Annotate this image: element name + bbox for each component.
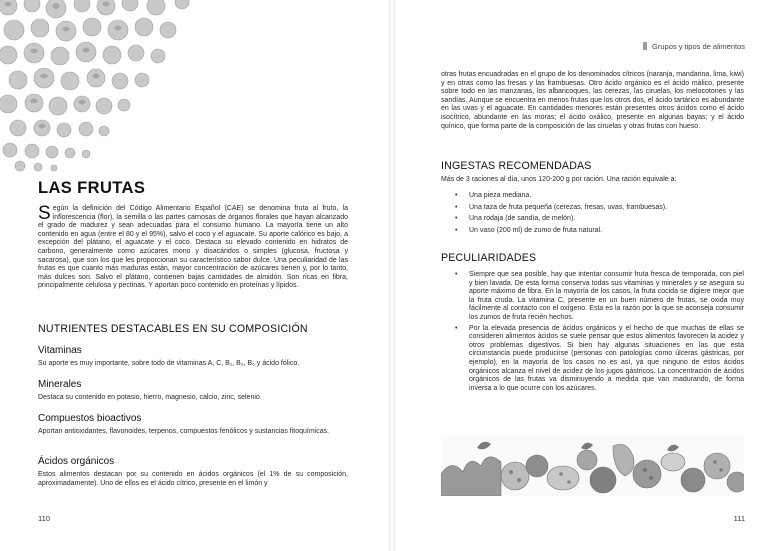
compuestos-text: Aportan antioxidantes, flavonoides, terpenos, compuestos fenólicos y sustancias fitoquímicas. [38, 428, 330, 435]
fruit-illustration-icon [441, 436, 744, 496]
minerales-text: Destaca su contenido en potasio, hierro, magnesio, calcio, zinc, selenio. [38, 394, 262, 401]
intro-text: egún la definición del Código Alimentario Español (CAE) se denomina fruta al fruto, la inflorescencia (flor), la semilla o las partes carnosas de órganos florales que hayan alcanzado el grado de madurez y sean adecuadas para el consumo humano. La mayoría tiene un alto contenido en agua (entre el 80 y el 95%), salvo el coco y el aguacate. Su aporte calórico es bajo, a excepción del plátano, el aguacate y el coco. Destaca su elevado contenido en hidratos de carbono, generalmente como azúcares mono y disacáridos o simples (glucosa, fructosa y sacarosa), que son los que les proporcionan su característico sabor dulce. Una peculiaridad de las frutas es que cuanto más maduras están, mayor concentración de azúcares tienen y, por lo tanto, más dulces son. Salvo el plátano, contienen bajas cantidades de almidón. Son ricas en fibra, principalmente celulosa y pectinas. Y aportan poco contenido en proteínas y lípidos. [38, 205, 348, 290]
running-header [643, 42, 745, 51]
ingestas-text: Más de 3 raciones al día, unos 120-200 g por ración. Una ración equivale a: [441, 176, 677, 183]
drop-cap: S [38, 203, 51, 224]
left-page [0, 0, 389, 551]
section-heading-ingestas: INGESTAS RECOMENDADAS [441, 160, 592, 172]
vitaminas-text: Su aporte es muy importante, sobre todo de vitaminas A, C, B₁, B₂, B₆ y ácido fólico. [38, 360, 300, 367]
list-item: • Una pieza mediana. [455, 192, 532, 199]
page-title: LAS FRUTAS [38, 179, 146, 197]
bullet-icon: • [455, 226, 458, 234]
subheading-acidos: Ácidos orgánicos [38, 456, 115, 467]
header-marker-icon [643, 42, 647, 50]
list-item: • Un vaso (200 ml) de zumo de fruta natural. [455, 226, 603, 234]
right-page [395, 0, 783, 551]
list-item: • Una rodaja (de sandía, de melón). [455, 215, 576, 223]
acidos-text: Estos alimentos destacan por su contenido en ácidos orgánicos (el 1% de su composición, aproximadamente). Uno de ellos es el ácido cítrico, presente en el limón y [38, 471, 348, 487]
peculiaridades-list [441, 271, 744, 393]
bullet-icon: • [455, 192, 458, 199]
continuation-paragraph: otras frutas encuadradas en el grupo de los denominados cítricos (naranja, mandarina, lima, kiwi) y en otras como las fresas y las frambuesas. Otro ácido orgánico es el ácido málico, presente sobre todo en las manzanas, los albaricoques, las cerezas, las ciruelas, los melocotones y las sandías. Aunque se encuentra en menos frutas que los otros dos, el ácido tartárico es abundante en las uvas y el aguacate. En cantidades menores están presentes otros ácidos como el ácido isocítrico, abundante en las moras; el ácido oxálico, presente en algunas bayas; y el ácido quínico, que forma parte de la composición de las ciruelas y otras frutas con hueso. [441, 71, 744, 130]
ingestas-list [441, 192, 744, 235]
intro-paragraph [38, 205, 348, 291]
bullet-icon: • [455, 215, 458, 223]
page-number-left: 110 [38, 514, 50, 523]
subheading-minerales: Minerales [38, 379, 82, 390]
section-heading-peculiaridades: PECULIARIDADES [441, 252, 537, 264]
fruit-circles-decoration-icon [0, 0, 210, 172]
subheading-compuestos: Compuestos bioactivos [38, 413, 142, 424]
page-number-right: 111 [733, 514, 745, 523]
section-heading-nutrientes: NUTRIENTES DESTACABLES EN SU COMPOSICIÓN [38, 323, 308, 335]
bullet-icon: • [455, 271, 458, 278]
list-item: • Por la elevada presencia de ácidos orgánicos y el hecho de que muchas de ellas se consideren alimentos ácidos se suele pensar que estos alimentos favorecen la acidez y otros problemas digestivos. Si bien hay algunas situaciones en las que esta circunstancia puede producirse (personas con patologías como úlceras gástricas, por ejemplo), en la mayoría de los casos no es así, ya que ninguno de estos ácidos orgánicos alcanza el nivel de acidez de los jugos gástricos. La concentración de ácidos orgánicos de las frutas va disminuyendo a medida que van madurando, de forma inversa a lo que ocurre con los azúcares. [455, 324, 744, 392]
running-header-text: Grupos y tipos de alimentos [652, 42, 745, 51]
subheading-vitaminas: Vitaminas [38, 345, 82, 356]
list-item: • Una taza de fruta pequeña (cerezas, fresas, uvas, frambuesas). [455, 203, 668, 211]
list-item: • Siempre que sea posible, hay que intentar consumir fruta fresca de temporada, con piel y bien lavada. De esta forma conserva todas sus vitaminas y minerales y se asegura su aporte máximo de fibra. En la mayoría de los casos, la fruta cocida se digiere mejor que la fruta cruda. La vitamina C, presente en un buen número de frutas, se oxida muy fácilmente al contacto con el oxígeno. Esta es la razón por la que se aconseja consumir los zumos de fruta recién hechos. [455, 271, 744, 321]
bullet-icon: • [455, 324, 458, 332]
bullet-icon: • [455, 203, 458, 211]
